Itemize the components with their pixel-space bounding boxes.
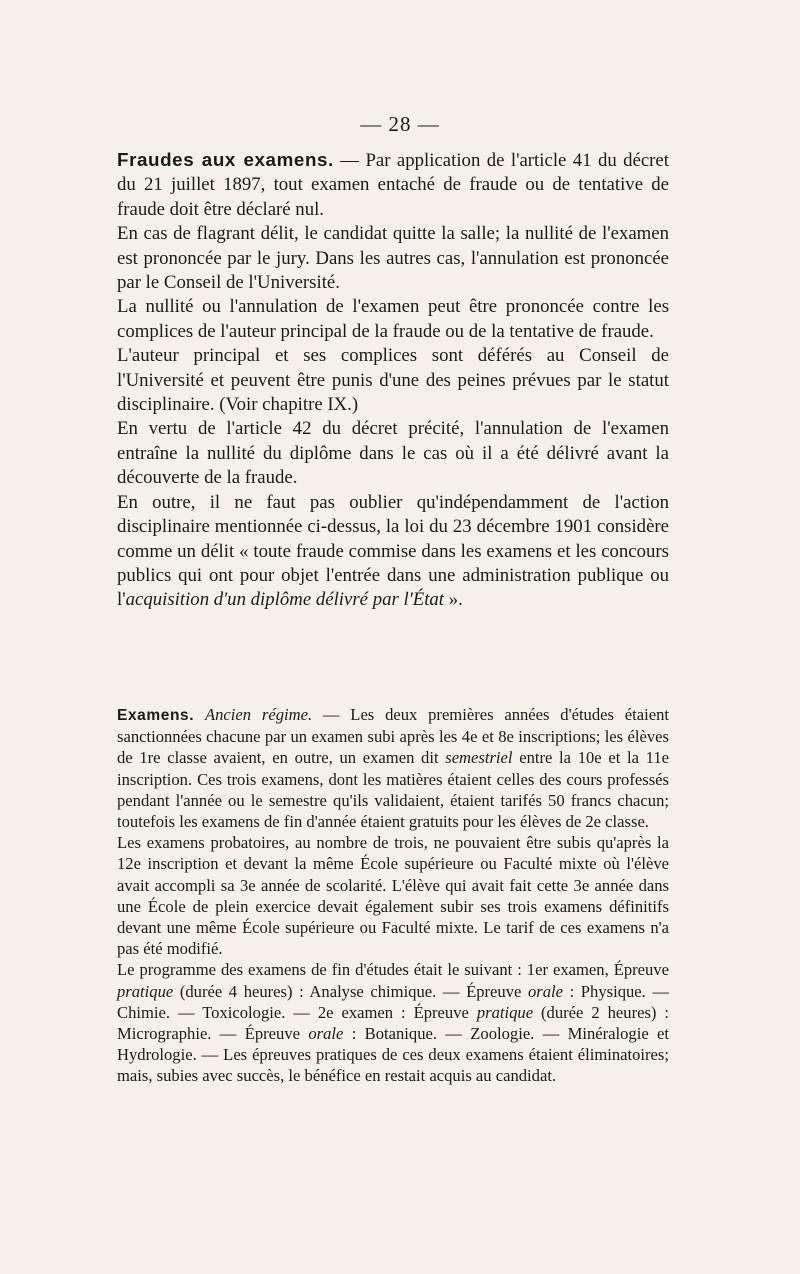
italic-phrase: orale [308, 1024, 344, 1044]
paragraph [117, 959, 669, 1086]
italic-phrase: pratique [476, 1002, 534, 1022]
paragraph-text: En outre, il ne faut pas oublier qu'indépendamment de l'action disciplinaire mentionnée ci-dessus, la loi du 23 décembre 1901 considère comme un délit « toute fraude commise dans les examens et les concours publics qui ont pour objet l'entrée dans une administration publique ou l' [117, 491, 669, 611]
paragraph-text: : Physique. — Chimie. — Toxicologie. — 2e examen : Épreuve [117, 981, 669, 1022]
paragraph-text: — Par application de l'article 41 du décret du 21 juillet 1897, tout examen entaché de fraude ou de tentative de fraude doit être déclaré nul. [117, 150, 669, 220]
page-number: — 28 — [360, 112, 440, 136]
italic-phrase: pratique [117, 981, 174, 1001]
section-examens [117, 704, 669, 1087]
section-fraudes [117, 148, 669, 613]
paragraph: En cas de flagrant délit, le candidat quitte la salle; la nullité de l'examen est prononcée par le jury. Dans les autres cas, l'annulation est prononcée par le Conseil de l'Université. [117, 223, 669, 294]
paragraph-text: (durée 4 heures) : Analyse chimique. — Épreuve [173, 981, 528, 1001]
italic-phrase: semestriel [445, 748, 513, 768]
paragraph-text: entre la 10e et la 11e inscription. Ces trois examens, dont les matières étaient celles des cours professés pendant l'année ou le semestre qu'ils validaient, étaient tarifés 50 francs chacun; toutefois les examens de fin d'année étaient gratuits pour les élèves de 2e classe. [117, 748, 669, 832]
paragraph [117, 704, 669, 832]
section-heading: Fraudes aux examens. [117, 149, 334, 170]
paragraph-text: : Botanique. — Zoologie. — Minéralogie et Hydrologie. — Les épreuves pratiques de ces deux examens étaient éliminatoires; mais, subies avec succès, le bénéfice en restait acquis au candidat. [117, 1024, 669, 1086]
paragraph-text: Le programme des examens de fin d'études était le suivant : 1er examen, Épreuve [117, 960, 669, 980]
paragraph-text: — Les deux premières années d'études étaient sanctionnées chacune par un examen subi après les 4e et 8e inscriptions; les élèves de 1re classe avaient, en outre, un examen dit [117, 705, 669, 768]
paragraph-text: ». [444, 589, 463, 611]
paragraph: L'auteur principal et ses complices sont déférés au Conseil de l'Université et peuvent être punis d'une des peines prévues par le statut disciplinaire. (Voir chapitre IX.) [117, 345, 669, 416]
paragraph-text: (durée 2 heures) : Micrographie. — Épreuve [117, 1002, 670, 1044]
paragraph [117, 148, 669, 222]
paragraph: La nullité ou l'annulation de l'examen peut être prononcée contre les complices de l'auteur principal de la fraude ou de la tentative de fraude. [117, 296, 669, 342]
italic-phrase: orale [527, 981, 563, 1001]
paragraph: En vertu de l'article 42 du décret précité, l'annulation de l'examen entraîne la nullité du diplôme dans le cas où il a été délivré avant la découverte de la fraude. [117, 418, 669, 489]
section-subheading: Ancien régime. [205, 705, 313, 724]
italic-phrase: acquisition d'un diplôme délivré par l'État [125, 589, 445, 611]
paragraph [117, 491, 669, 613]
section-heading: Examens. [117, 707, 195, 724]
paragraph: Les examens probatoires, au nombre de trois, ne pouvaient être subis qu'après la 12e inscription et devant la même École supérieure ou Faculté mixte où l'élève avait accompli sa 3e année de scolarité. L'élève qui avait fait cette 3e année dans une École de plein exercice devait également subir ses trois examens définitifs devant une même École supérieure ou Faculté mixte. Le tarif de ces examens n'a pas été modifié. [117, 833, 669, 959]
